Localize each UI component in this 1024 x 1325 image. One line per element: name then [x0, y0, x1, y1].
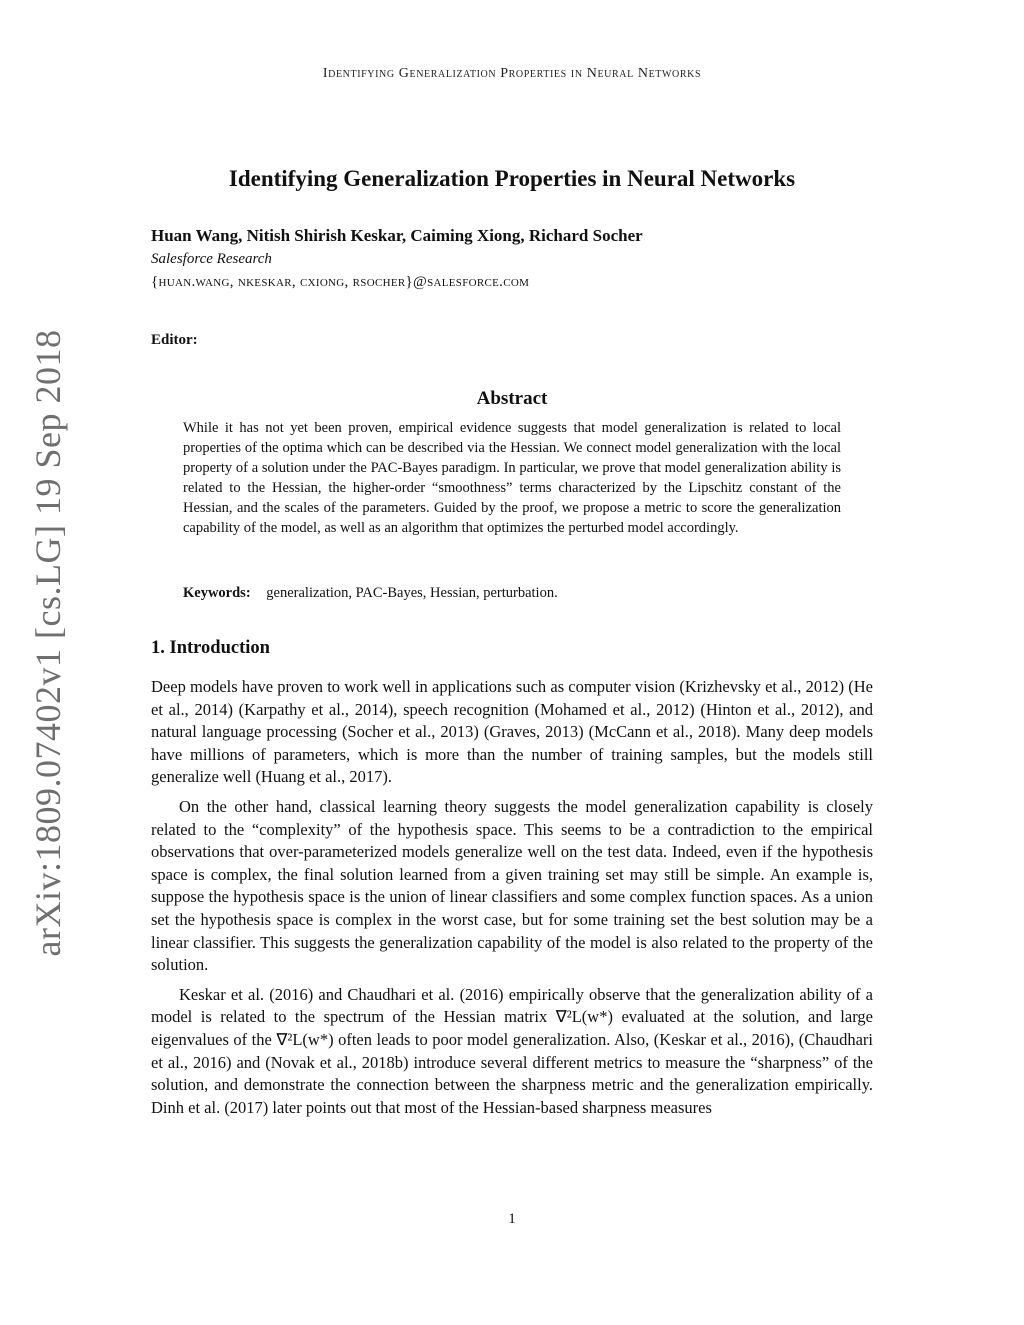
keywords-line — [183, 585, 841, 602]
keywords-values: generalization, PAC-Bayes, Hessian, perturbation. — [266, 585, 558, 601]
paragraph: On the other hand, classical learning theory suggests the model generalization capability is closely related to the “complexity” of the hypothesis space. This seems to be a contradiction to the empirical observations that over-parameterized models generalize well on the test data. Indeed, even if the hypothesis space is complex, the final solution learned from a given training set may still be simple. An example is, suppose the hypothesis space is the union of linear classifiers and some complex function spaces. As a union set the hypothesis space is complex in the worst case, but for some training set the best solution may be a linear classifier. This suggests the generalization capability of the model is also related to the property of the solution. — [151, 796, 873, 975]
paragraph: Keskar et al. (2016) and Chaudhari et al. (2016) empirically observe that the generalization ability of a model is related to the spectrum of the Hessian matrix ∇²L(w*) evaluated at the solution, and large eigenvalues of the ∇²L(w*) often leads to poor model generalization. Also, (Keskar et al., 2016), (Chaudhari et al., 2016) and (Novak et al., 2018b) introduce several different metrics to measure the “sharpness” of the solution, and demonstrate the connection between the sharpness metric and the generalization empirically. Dinh et al. (2017) later points out that most of the Hessian-based sharpness measures — [151, 984, 873, 1117]
running-head: Identifying Generalization Properties in Neural Networks — [322, 66, 702, 81]
abstract-text: While it has not yet been proven, empirical evidence suggests that model generalization is related to local properties of the optima which can be described via the Hessian. We connect model generalization with the local property of a solution under the PAC-Bayes paradigm. In particular, we prove that model generalization ability is related to the Hessian, the higher-order “smoothness” terms characterized by the Lipschitz constant of the Hessian, and the scales of the parameters. Guided by the proof, we propose a metric to score the generalization capability of the model, as well as an algorithm that optimizes the perturbed model accordingly. — [183, 420, 841, 536]
page-number: 1 — [508, 1211, 516, 1227]
introduction-body — [151, 676, 873, 1126]
affiliation: Salesforce Research — [151, 251, 272, 267]
keywords-label: Keywords: — [183, 585, 251, 601]
paragraph: Deep models have proven to work well in applications such as computer vision (Krizhevsky et al., 2012) (He et al., 2014) (Karpathy et al., 2014), speech recognition (Mohamed et al., 2012) (Hinton et al., 2012), and natural language processing (Socher et al., 2013) (Graves, 2013) (McCann et al., 2018). Many deep models have millions of parameters, which is more than the number of training samples, but the models still generalize well (Huang et al., 2017). — [151, 677, 873, 787]
author-emails: {huan.wang, nkeskar, cxiong, rsocher}@salesforce.com — [151, 274, 530, 290]
section-heading-introduction: 1. Introduction — [151, 638, 270, 658]
abstract-heading: Abstract — [476, 388, 548, 409]
author-list: Huan Wang, Nitish Shirish Keskar, Caiming Xiong, Richard Socher — [151, 226, 643, 245]
paper-title: Identifying Generalization Properties in Neural Networks — [228, 166, 796, 191]
arxiv-identifier: arXiv:1809.07402v1 [cs.LG] 19 Sep 2018 — [28, 329, 68, 957]
editor-label: Editor: — [151, 332, 198, 348]
